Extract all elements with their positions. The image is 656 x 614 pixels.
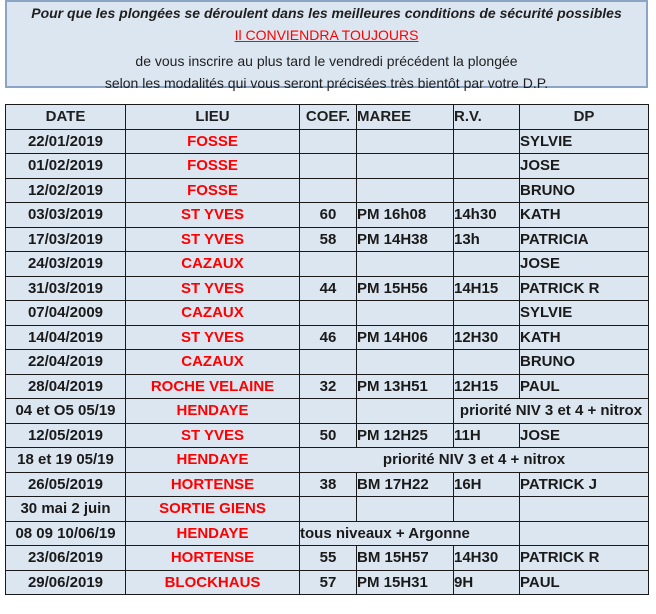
cell-rv: 9H [454,570,520,595]
notice-line-4: selon les modalités qui vous seront précisées très bientôt par votre D.P. [104,75,549,91]
table-row [6,129,649,154]
table-row [6,448,649,473]
table-row [6,497,649,522]
cell-date: 30 mai 2 juin [6,497,126,522]
cell-lieu: ROCHE VELAINE [126,374,300,399]
header-coef: COEF. [300,105,357,130]
notice-line-3: de vous inscrire au plus tard le vendredi précédent la plongée [135,53,518,69]
cell-dp: BRUNO [520,178,649,203]
cell-coef: 44 [300,276,357,301]
cell-maree [357,350,454,375]
table-row [6,203,649,228]
cell-rv: 16H [454,472,520,497]
table-row [6,399,649,424]
cell-dp: KATH [520,203,649,228]
cell-maree [357,154,454,179]
cell-coef [300,399,357,424]
header-lieu: LIEU [126,105,300,130]
cell-date: 12/05/2019 [6,423,126,448]
cell-coef [300,301,357,326]
table-row [6,374,649,399]
cell-maree [357,129,454,154]
table-row [6,472,649,497]
cell-date: 28/04/2019 [6,374,126,399]
cell-lieu: ST YVES [126,227,300,252]
cell-coef: 55 [300,546,357,571]
cell-dp: PATRICK R [520,276,649,301]
cell-dp [520,497,649,522]
table-row [6,276,649,301]
cell-rv: 13h [454,227,520,252]
cell-rv [454,497,520,522]
cell-rv: 12H30 [454,325,520,350]
cell-dp: PAUL [520,374,649,399]
cell-lieu: CAZAUX [126,350,300,375]
cell-rv: 11H [454,423,520,448]
cell-note: tous niveaux + Argonne [300,521,520,546]
cell-dp: PATRICIA [520,227,649,252]
cell-rv: 14H15 [454,276,520,301]
cell-date: 03/03/2019 [6,203,126,228]
cell-rv: 12H15 [454,374,520,399]
cell-coef: 58 [300,227,357,252]
cell-maree: BM 15H57 [357,546,454,571]
cell-date: 23/06/2019 [6,546,126,571]
cell-lieu: CAZAUX [126,301,300,326]
cell-lieu: FOSSE [126,178,300,203]
cell-rv [454,154,520,179]
table-row [6,521,649,546]
notice-line-2: Il CONVIENDRA TOUJOURS [234,27,419,43]
cell-date: 26/05/2019 [6,472,126,497]
cell-rv [454,129,520,154]
cell-maree [357,399,454,424]
table-header-row [6,105,649,130]
cell-coef: 57 [300,570,357,595]
cell-lieu: ST YVES [126,325,300,350]
cell-note: priorité NIV 3 et 4 + nitrox [454,399,649,424]
cell-maree: BM 17H22 [357,472,454,497]
table-row [6,301,649,326]
cell-maree [357,301,454,326]
cell-dp: BRUNO [520,350,649,375]
cell-maree: PM 14H38 [357,227,454,252]
cell-lieu: HENDAYE [126,521,300,546]
cell-dp: JOSE [520,154,649,179]
header-maree: MAREE [357,105,454,130]
cell-lieu: HENDAYE [126,448,300,473]
cell-rv: 14H30 [454,546,520,571]
notice-line-1: Pour que les plongées se déroulent dans les meilleures conditions de sécurité possibles [31,5,622,21]
cell-maree: PM 15H56 [357,276,454,301]
cell-date: 12/02/2019 [6,178,126,203]
cell-lieu: FOSSE [126,154,300,179]
cell-lieu: FOSSE [126,129,300,154]
cell-date: 01/02/2019 [6,154,126,179]
cell-date: 29/06/2019 [6,570,126,595]
cell-rv: 14h30 [454,203,520,228]
table-row [6,325,649,350]
cell-maree [357,252,454,277]
table-row [6,350,649,375]
cell-lieu: CAZAUX [126,252,300,277]
cell-note: priorité NIV 3 et 4 + nitrox [300,448,649,473]
cell-lieu: ST YVES [126,423,300,448]
cell-date: 22/01/2019 [6,129,126,154]
header-rv: R.V. [454,105,520,130]
cell-lieu: HORTENSE [126,546,300,571]
cell-maree: PM 14H06 [357,325,454,350]
cell-date: 31/03/2019 [6,276,126,301]
cell-maree [357,178,454,203]
cell-coef [300,154,357,179]
cell-date: 18 et 19 05/19 [6,448,126,473]
cell-dp: PATRICK J [520,472,649,497]
cell-coef: 38 [300,472,357,497]
cell-rv [454,178,520,203]
cell-rv [454,350,520,375]
cell-maree: PM 16h08 [357,203,454,228]
cell-dp: JOSE [520,423,649,448]
cell-date: 17/03/2019 [6,227,126,252]
cell-lieu: HORTENSE [126,472,300,497]
cell-coef: 50 [300,423,357,448]
cell-dp: PAUL [520,570,649,595]
table-row [6,178,649,203]
table-row [6,154,649,179]
cell-date: 04 et O5 05/19 [6,399,126,424]
cell-date: 22/04/2019 [6,350,126,375]
cell-lieu: SORTIE GIENS [126,497,300,522]
cell-lieu: HENDAYE [126,399,300,424]
header-dp: DP [520,105,649,130]
table-row [6,423,649,448]
cell-dp [520,521,649,546]
cell-date: 14/04/2019 [6,325,126,350]
cell-maree: PM 12H25 [357,423,454,448]
cell-dp: PATRICK R [520,546,649,571]
cell-maree [357,497,454,522]
cell-lieu: ST YVES [126,203,300,228]
cell-coef [300,350,357,375]
table-row [6,227,649,252]
cell-lieu: ST YVES [126,276,300,301]
cell-coef [300,178,357,203]
cell-coef: 46 [300,325,357,350]
cell-date: 08 09 10/06/19 [6,521,126,546]
table-row [6,570,649,595]
safety-notice-box [5,0,648,91]
cell-dp: KATH [520,325,649,350]
cell-maree: PM 15H31 [357,570,454,595]
cell-dp: SYLVIE [520,129,649,154]
table-row [6,546,649,571]
cell-lieu: BLOCKHAUS [126,570,300,595]
cell-dp: SYLVIE [520,301,649,326]
cell-coef [300,252,357,277]
cell-date: 24/03/2019 [6,252,126,277]
header-date: DATE [6,105,126,130]
cell-coef [300,129,357,154]
dive-schedule-table [5,104,649,595]
cell-coef: 60 [300,203,357,228]
cell-rv [454,301,520,326]
cell-dp: JOSE [520,252,649,277]
table-row [6,252,649,277]
cell-coef: 32 [300,374,357,399]
cell-date: 07/04/2009 [6,301,126,326]
cell-rv [454,252,520,277]
cell-maree: PM 13H51 [357,374,454,399]
cell-coef [300,497,357,522]
